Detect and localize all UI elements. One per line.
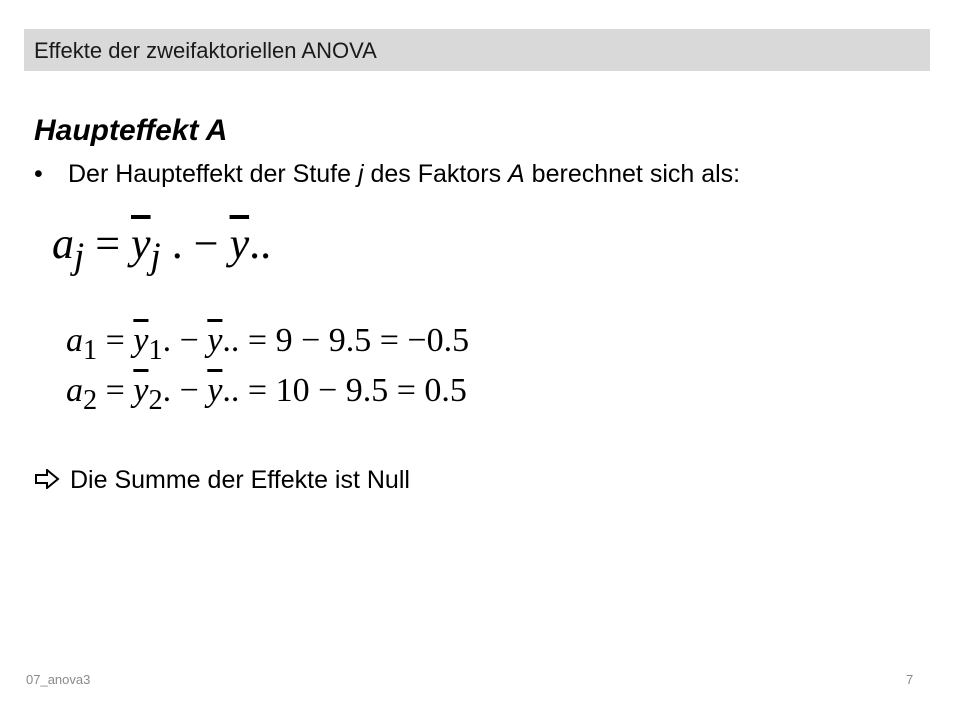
formula-a2-ybar: $\overline{y}$ bbox=[133, 372, 149, 409]
formula-eq: = bbox=[84, 219, 132, 268]
footer-filename: 07_anova3 bbox=[26, 672, 91, 687]
formula-a1-lhs-sub: 1 bbox=[83, 334, 98, 366]
formula-a1-dots: .. bbox=[222, 322, 240, 359]
bullet-text-part3: berechnet sich als: bbox=[524, 160, 741, 188]
formula-a1-ybar-grand: $\overline{y}$ bbox=[207, 322, 223, 359]
header-bar bbox=[24, 29, 930, 71]
formula-a1-rest: = 9 − 9.5 = −0.5 bbox=[239, 322, 470, 359]
formula-a1-ybar: $\overline{y}$ bbox=[133, 322, 149, 359]
formula-a1-eq: = bbox=[97, 322, 134, 359]
bullet-text-part1: Der Haupteffekt der Stufe bbox=[68, 160, 358, 188]
formula-a1-lhs: a bbox=[66, 322, 83, 359]
bullet-var-j: j bbox=[357, 160, 364, 188]
conclusion-text: Die Summe der Effekte ist Null bbox=[70, 466, 410, 494]
bullet-text-part2: des Faktors bbox=[363, 160, 509, 188]
formula-a2-dots: .. bbox=[222, 372, 240, 409]
formula-lhs: a bbox=[52, 219, 74, 268]
formula-a2-ybar-sub: 2 bbox=[148, 384, 163, 416]
formula-a2-lhs-sub: 2 bbox=[83, 384, 98, 416]
formula-a2 bbox=[66, 372, 467, 417]
bullet-dot-icon: • bbox=[34, 160, 43, 188]
formula-a2-rest: = 10 − 9.5 = 0.5 bbox=[239, 372, 467, 409]
conclusion bbox=[34, 466, 410, 496]
formula-dot: . bbox=[160, 219, 183, 268]
slide-heading: Haupteffekt A bbox=[34, 114, 228, 147]
formula-general bbox=[52, 218, 271, 277]
bullet-item bbox=[34, 160, 740, 189]
slide-section-title: Effekte der zweifaktoriellen ANOVA bbox=[34, 38, 377, 63]
formula-minus: − bbox=[182, 219, 230, 268]
arrow-right-icon bbox=[34, 467, 60, 496]
formula-lhs-sub: j bbox=[74, 234, 85, 276]
formula-ybar-grand: $\overline{y}$ bbox=[229, 219, 250, 268]
formula-ybar-j-sub: j bbox=[150, 234, 161, 276]
formula-a2-ybar-grand: $\overline{y}$ bbox=[207, 372, 223, 409]
formula-a2-dot-minus: . − bbox=[162, 372, 208, 409]
formula-a1-dot-minus: . − bbox=[162, 322, 208, 359]
formula-a2-lhs: a bbox=[66, 372, 83, 409]
formula-a2-eq: = bbox=[97, 372, 134, 409]
formula-a1 bbox=[66, 322, 469, 367]
formula-a1-ybar-sub: 1 bbox=[148, 334, 163, 366]
bullet-var-A: A bbox=[508, 160, 525, 188]
formula-dots: .. bbox=[249, 219, 272, 268]
formula-ybar-j: $\overline{y}$ bbox=[131, 219, 151, 268]
page-number: 7 bbox=[906, 672, 914, 687]
